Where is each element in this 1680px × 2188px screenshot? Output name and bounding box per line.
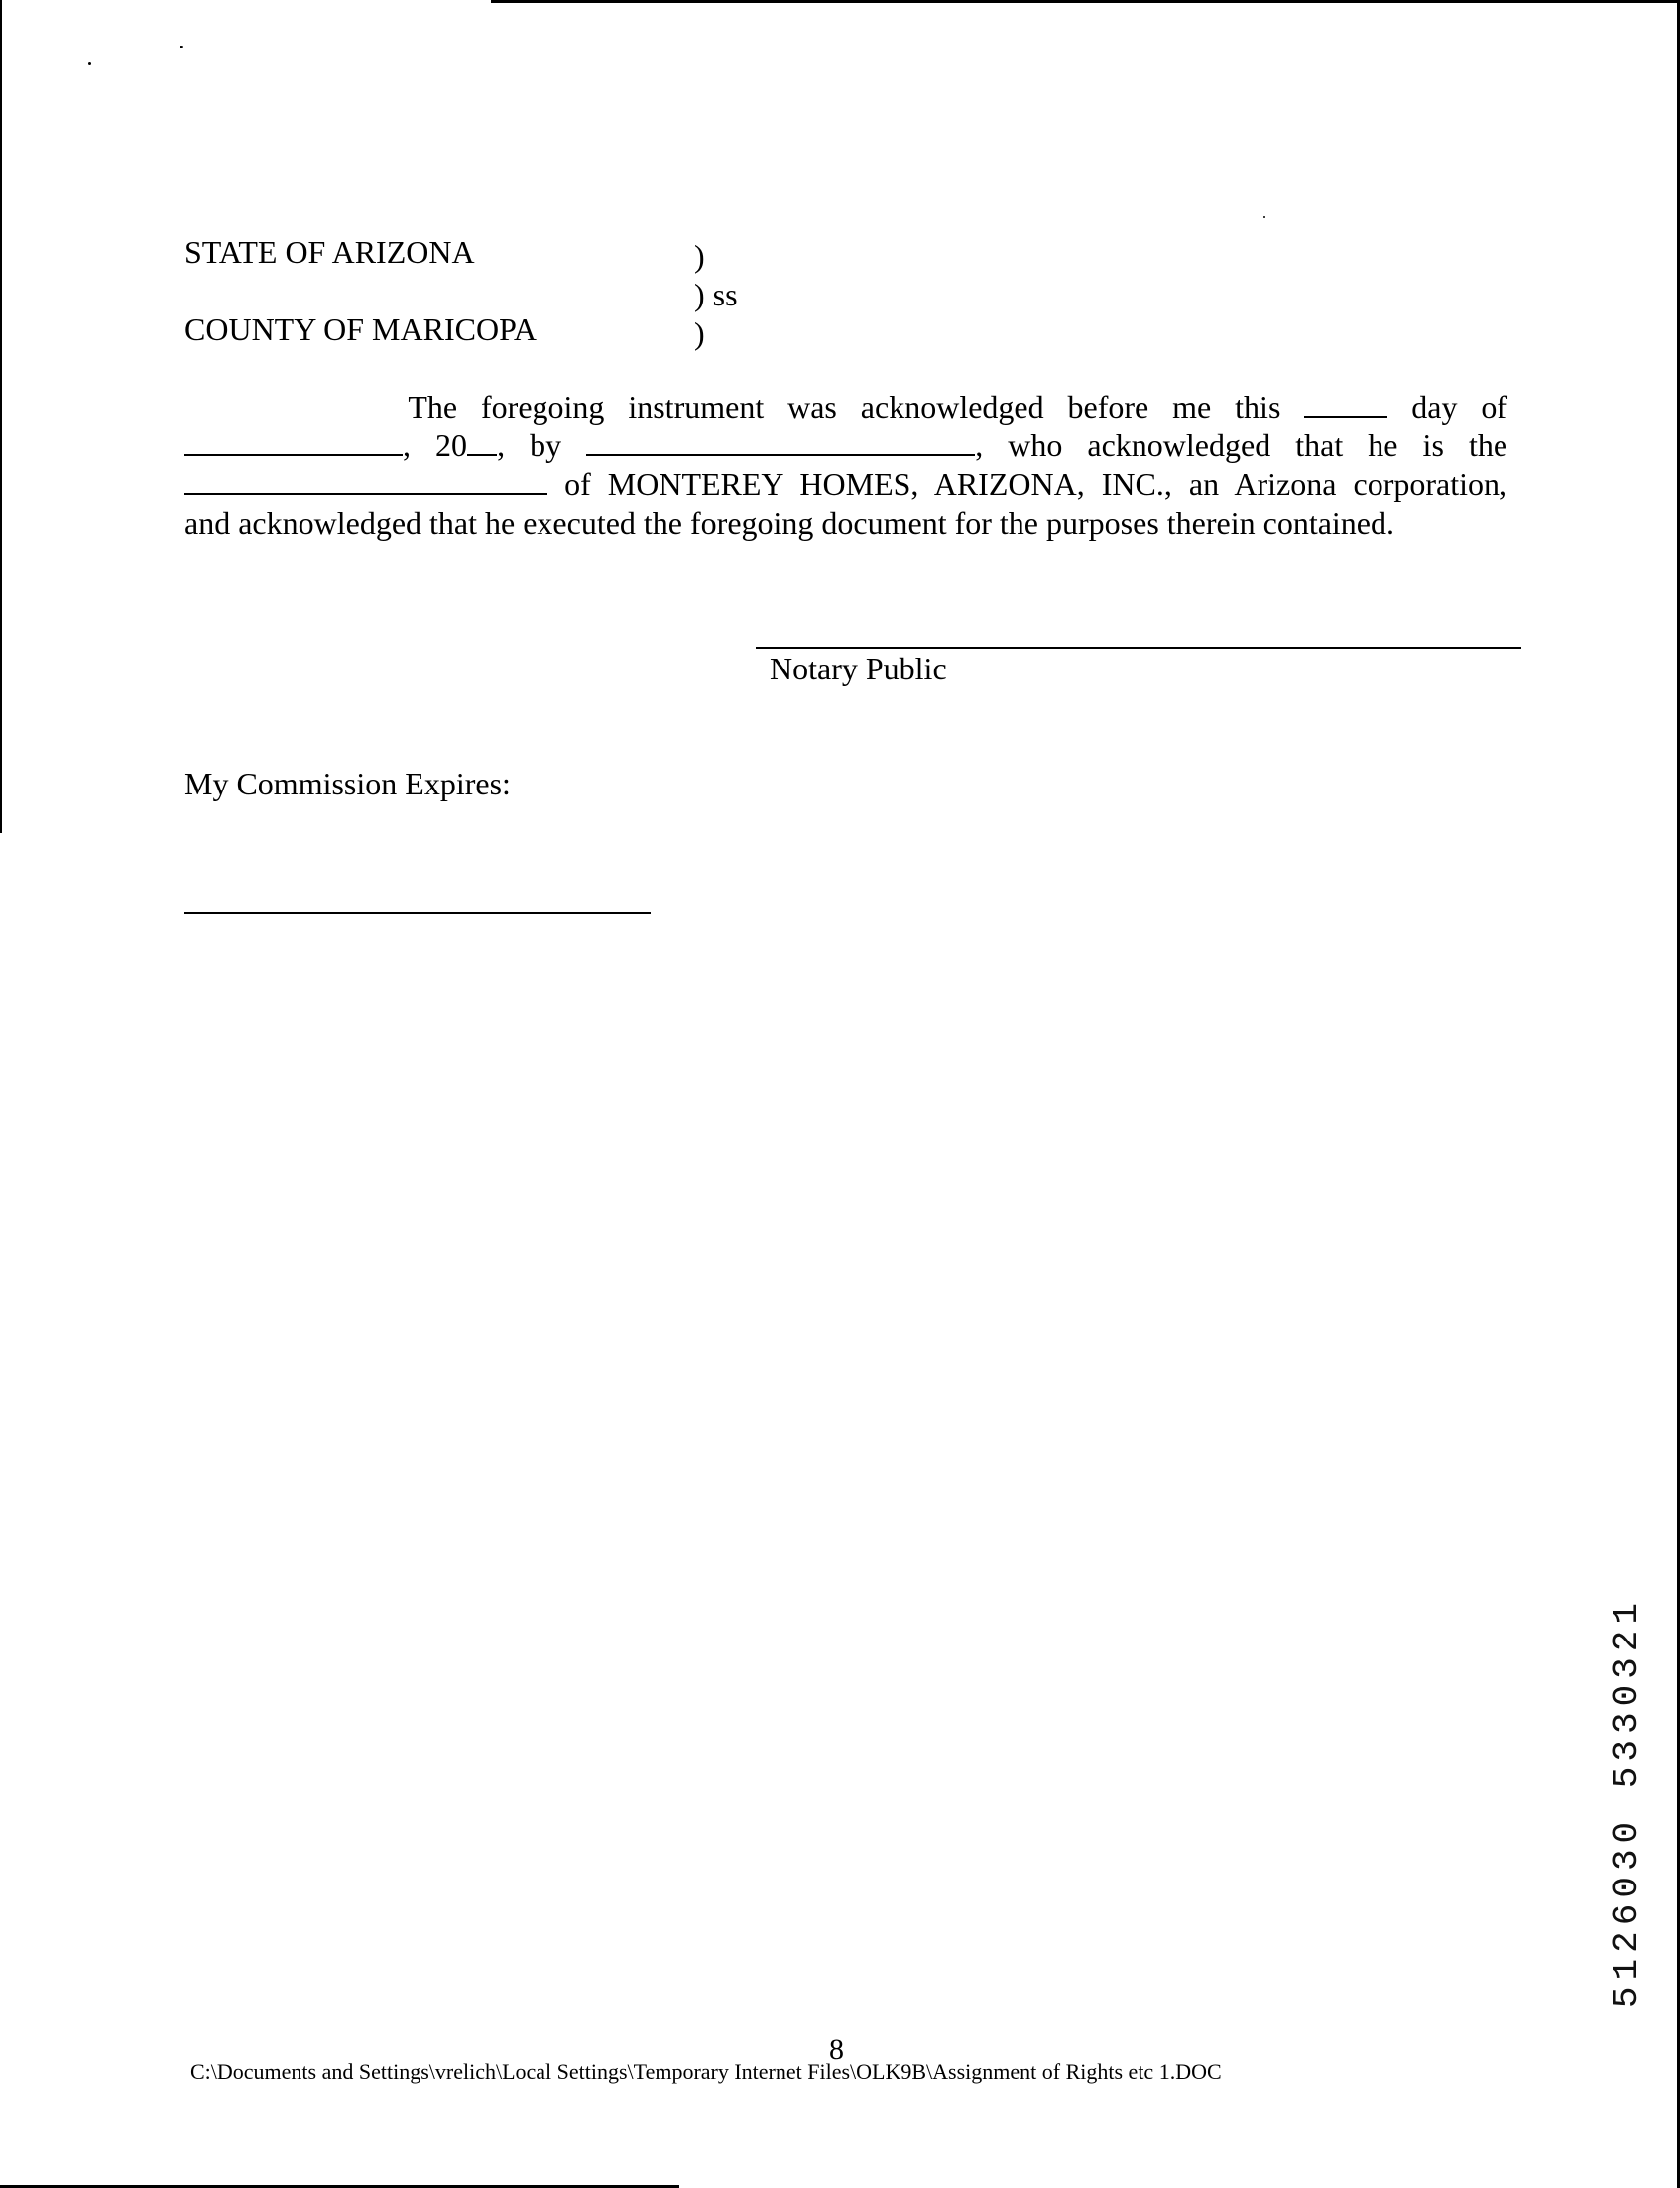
year-text: , 20 — [403, 427, 468, 463]
venue-paren-ss: ) ss — [694, 277, 738, 312]
title-blank — [184, 466, 547, 495]
scan-speck — [88, 62, 91, 65]
acknowledged-text: , who acknowledged that he is the — [975, 427, 1508, 463]
commission-date-line — [184, 912, 651, 914]
signer-name-blank — [586, 427, 975, 456]
acknowledgment-line-2 — [184, 426, 1507, 465]
acknowledgment-line-3 — [184, 465, 1507, 504]
day-of-text: day of — [1411, 389, 1508, 425]
scan-speck — [1263, 216, 1265, 218]
page-number: 8 — [829, 2033, 844, 2066]
file-path-footer: C:\Documents and Settings\vrelich\Local Settings\Temporary Internet Files\OLK9B\Assignment of Rights etc 1.DOC — [190, 2059, 1222, 2084]
notary-public-label: Notary Public — [770, 651, 947, 686]
recording-number-stamp: 5126030 5330321 — [1607, 1597, 1647, 2008]
scan-border-left — [0, 0, 2, 833]
acknowledgment-line-4: and acknowledged that he executed the foregoing document for the purposes therein contained. — [184, 505, 1394, 541]
year-blank — [467, 427, 497, 456]
acknowledgment-line-1 — [184, 388, 1507, 426]
venue-paren-bottom: ) — [694, 315, 705, 351]
venue-paren-top: ) — [694, 238, 705, 274]
by-text: , by — [497, 427, 562, 463]
scan-speck — [180, 46, 183, 48]
commission-expires-label: My Commission Expires: — [184, 766, 511, 801]
month-blank — [184, 427, 403, 456]
state-label: STATE OF ARIZONA — [184, 234, 475, 270]
scan-border-top — [491, 0, 1680, 3]
notary-signature-line — [756, 647, 1521, 649]
acknowledgment-paragraph — [184, 388, 1507, 543]
county-label: COUNTY OF MARICOPA — [184, 311, 538, 347]
day-blank — [1304, 389, 1387, 418]
acknowledgment-text-1: The foregoing instrument was acknowledged before me this — [408, 389, 1281, 425]
company-text: of MONTEREY HOMES, ARIZONA, INC., an Arizona corporation, — [564, 466, 1508, 502]
